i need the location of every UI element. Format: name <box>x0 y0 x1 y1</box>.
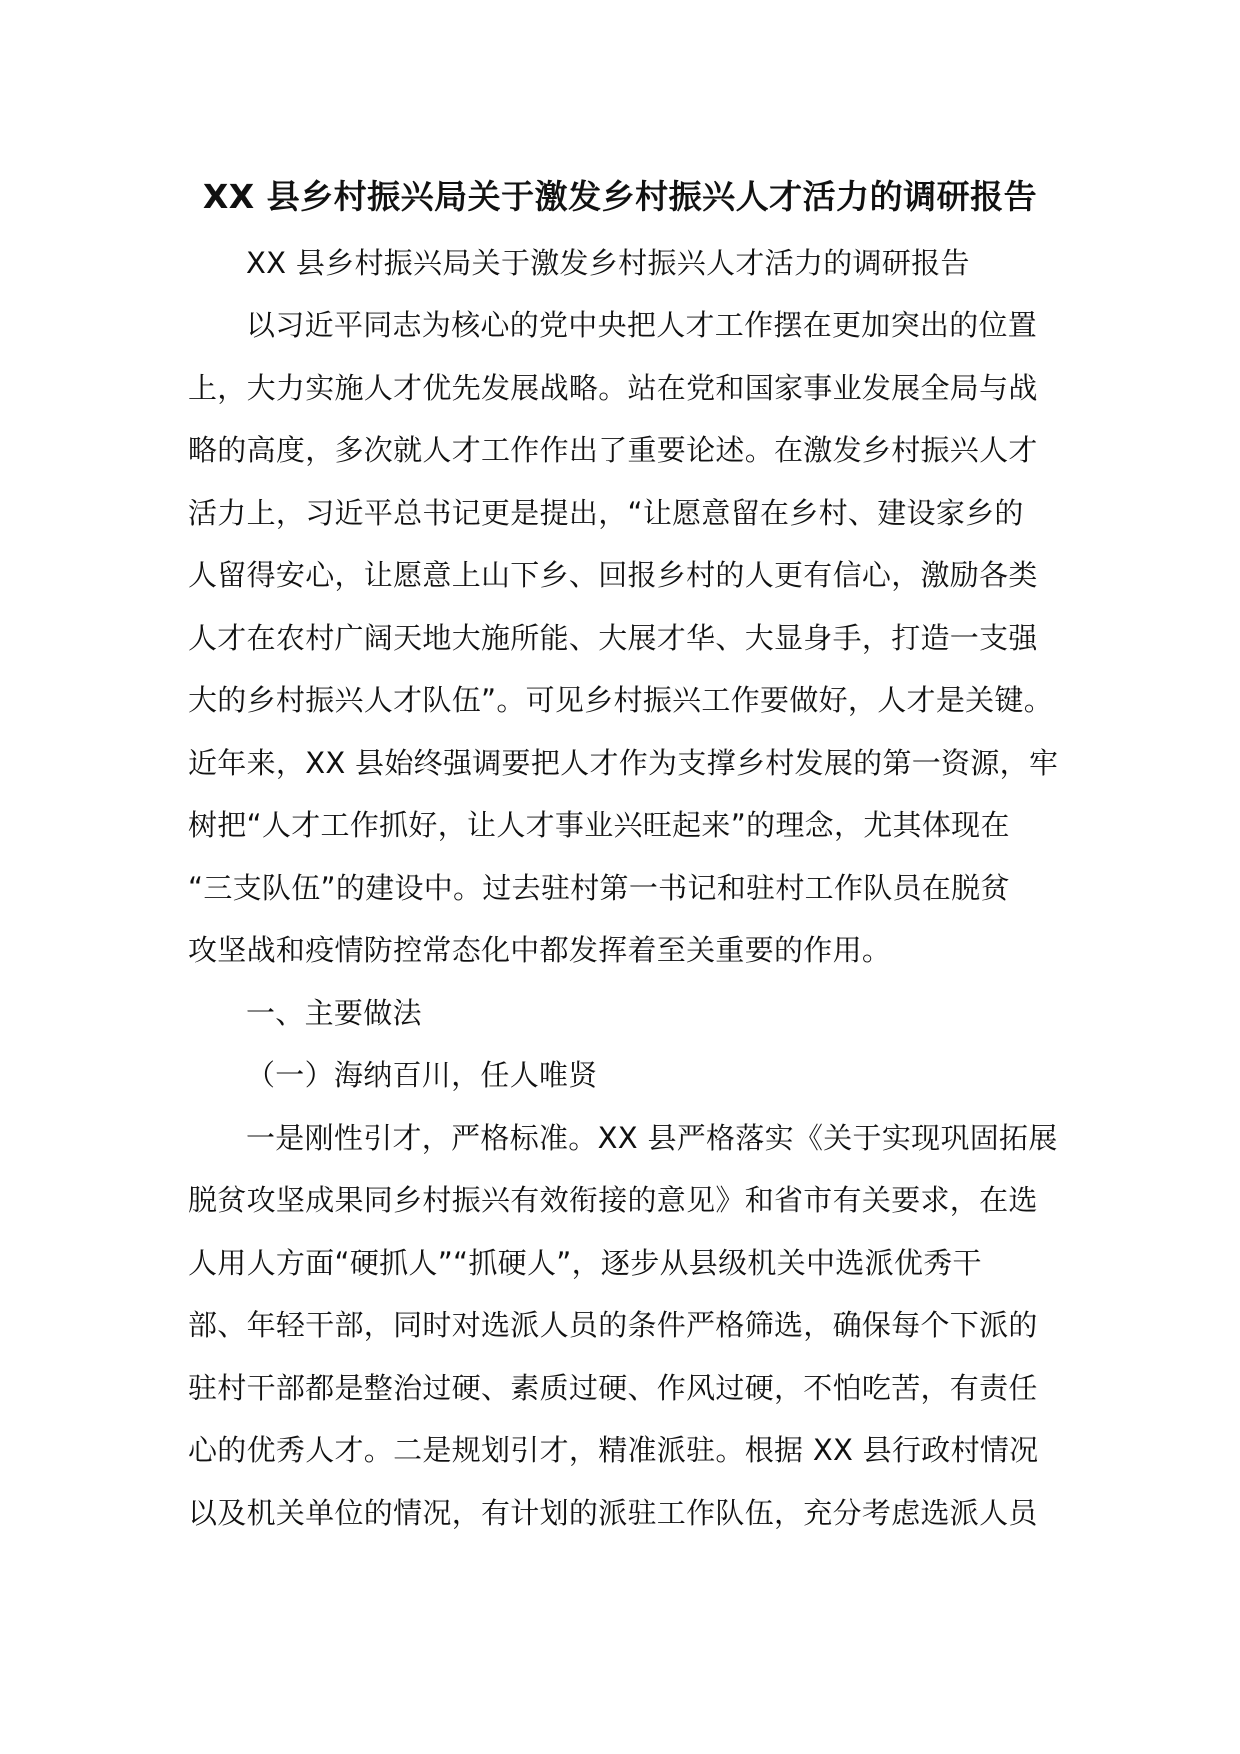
body-line: 上，大力实施人才优先发展战略。站在党和国家事业发展全局与战 <box>188 371 1038 405</box>
subsection-heading: （一）海纳百川，任人唯贤 <box>246 1058 598 1092</box>
body-line: 略的高度，多次就人才工作作出了重要论述。在激发乡村振兴人才 <box>188 433 1038 467</box>
document-title: XX 县乡村振兴局关于激发乡村振兴人才活力的调研报告 <box>202 177 1038 216</box>
body-line: 大的乡村振兴人才队伍”。可见乡村振兴工作要做好，人才是关键。 <box>188 683 1054 717</box>
body-line: 以及机关单位的情况，有计划的派驻工作队伍，充分考虑选派人员 <box>188 1496 1038 1530</box>
body-line: 人才在农村广阔天地大施所能、大展才华、大显身手，打造一支强 <box>188 621 1038 655</box>
body-line: 以习近平同志为核心的党中央把人才工作摆在更加突出的位置 <box>246 308 1038 342</box>
body-line: 攻坚战和疫情防控常态化中都发挥着至关重要的作用。 <box>188 933 892 967</box>
body-line: 心的优秀人才。二是规划引才，精准派驻。根据 XX 县行政村情况 <box>188 1433 1039 1467</box>
body-line: 脱贫攻坚成果同乡村振兴有效衔接的意见》和省市有关要求，在选 <box>188 1183 1038 1217</box>
body-line: 活力上，习近平总书记更是提出，“让愿意留在乡村、建设家乡的 <box>188 496 1024 530</box>
body-line: 树把“人才工作抓好，让人才事业兴旺起来”的理念，尤其体现在 <box>188 808 1010 842</box>
body-line: 一是刚性引才，严格标准。XX 县严格落实《关于实现巩固拓展 <box>246 1121 1058 1155</box>
body-line: “三支队伍”的建设中。过去驻村第一书记和驻村工作队员在脱贫 <box>188 871 1010 905</box>
body-line: 部、年轻干部，同时对选派人员的条件严格筛选，确保每个下派的 <box>188 1308 1038 1342</box>
subtitle-line: XX 县乡村振兴局关于激发乡村振兴人才活力的调研报告 <box>246 246 970 280</box>
section-heading: 一、主要做法 <box>246 996 422 1030</box>
body-line: 近年来，XX 县始终强调要把人才作为支撑乡村发展的第一资源，牢 <box>188 746 1059 780</box>
body-line: 驻村干部都是整治过硬、素质过硬、作风过硬，不怕吃苦，有责任 <box>188 1371 1038 1405</box>
body-line: 人留得安心，让愿意上山下乡、回报乡村的人更有信心，激励各类 <box>188 558 1038 592</box>
body-line: 人用人方面“硬抓人”“抓硬人”，逐步从县级机关中选派优秀干 <box>188 1246 982 1280</box>
